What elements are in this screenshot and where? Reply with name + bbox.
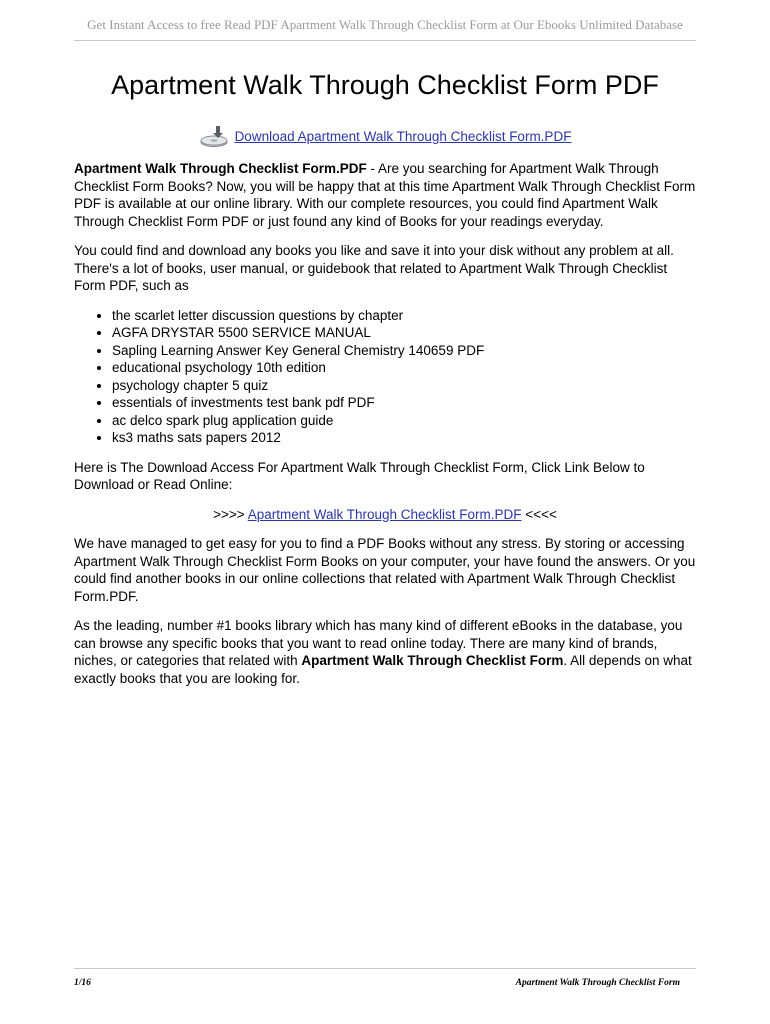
page-header	[74, 0, 696, 41]
list-item: • educational psychology 10th edition	[112, 359, 696, 377]
paragraph-books: You could find and download any books you like and save it into your disk without any problem at all. There's a lot of books, user manual, or guidebook that related to Apartment Walk Through Checklist Form PDF, such as	[74, 243, 674, 293]
download-disk-icon[interactable]	[199, 125, 231, 147]
related-books-list	[74, 307, 696, 447]
access-prefix: >>>>	[213, 506, 248, 522]
intro-bold: Apartment Walk Through Checklist Form.PDF	[74, 161, 367, 176]
leading-text-after: . All depends on what exactly books that you are looking for.	[74, 653, 692, 686]
page-number: 1/16	[74, 978, 91, 988]
leading-bold: Apartment Walk Through Checklist Form	[301, 653, 564, 668]
list-item: • AGFA DRYSTAR 5500 SERVICE MANUAL	[112, 324, 696, 342]
intro-text: - Are you searching for Apartment Walk Through Checklist Form Books? Now, you will be happy that at this time Apartment Walk Through Checklist Form PDF is available at our online library. With our complete resources, you could find Apartment Walk Through Checklist Form PDF or just found any kind of Books for your readings everyday.	[74, 161, 696, 229]
list-item: • essentials of investments test bank pdf PDF	[112, 394, 696, 412]
list-item: • ac delco spark plug application guide	[112, 412, 696, 430]
leading-text-before: As the leading, number #1 books library which has many kind of different eBooks in the database, you can browse any specific books that you want to read online today. There are many kind of brands, niches, or categories that related with	[74, 618, 683, 668]
list-item: • Sapling Learning Answer Key General Chemistry 140659 PDF	[112, 342, 696, 360]
paragraph-managed: We have managed to get easy for you to find a PDF Books without any stress. By storing or accessing Apartment Walk Through Checklist Form Books on your computer, your have found the answers. Or you could find another books in our online collections that related with Apartment Walk Through Checklist Form.PDF.	[74, 536, 696, 604]
document-title: Apartment Walk Through Checklist Form PDF	[111, 70, 659, 100]
download-link[interactable]: Download Apartment Walk Through Checklist Form.PDF	[234, 129, 572, 144]
access-link[interactable]: Apartment Walk Through Checklist Form.PDF	[247, 506, 522, 522]
access-link-row	[74, 506, 696, 524]
list-item: • the scarlet letter discussion questions by chapter	[112, 307, 696, 325]
footer-title: Apartment Walk Through Checklist Form	[515, 978, 680, 988]
list-item: • psychology chapter 5 quiz	[112, 377, 696, 395]
footer-divider	[74, 968, 696, 969]
header-text: Get Instant Access to free Read PDF Apartment Walk Through Checklist Form at Our Ebooks Unlimited Database	[87, 17, 683, 32]
list-item: • ks3 maths sats papers 2012	[112, 429, 696, 447]
page-footer	[74, 978, 696, 998]
paragraph-leading	[74, 617, 696, 687]
document-body	[74, 160, 696, 699]
intro-paragraph	[74, 160, 696, 230]
download-row	[0, 125, 770, 147]
paragraph-access: Here is The Download Access For Apartment Walk Through Checklist Form, Click Link Below to Download or Read Online:	[74, 459, 645, 492]
access-suffix: <<<<	[521, 506, 557, 522]
